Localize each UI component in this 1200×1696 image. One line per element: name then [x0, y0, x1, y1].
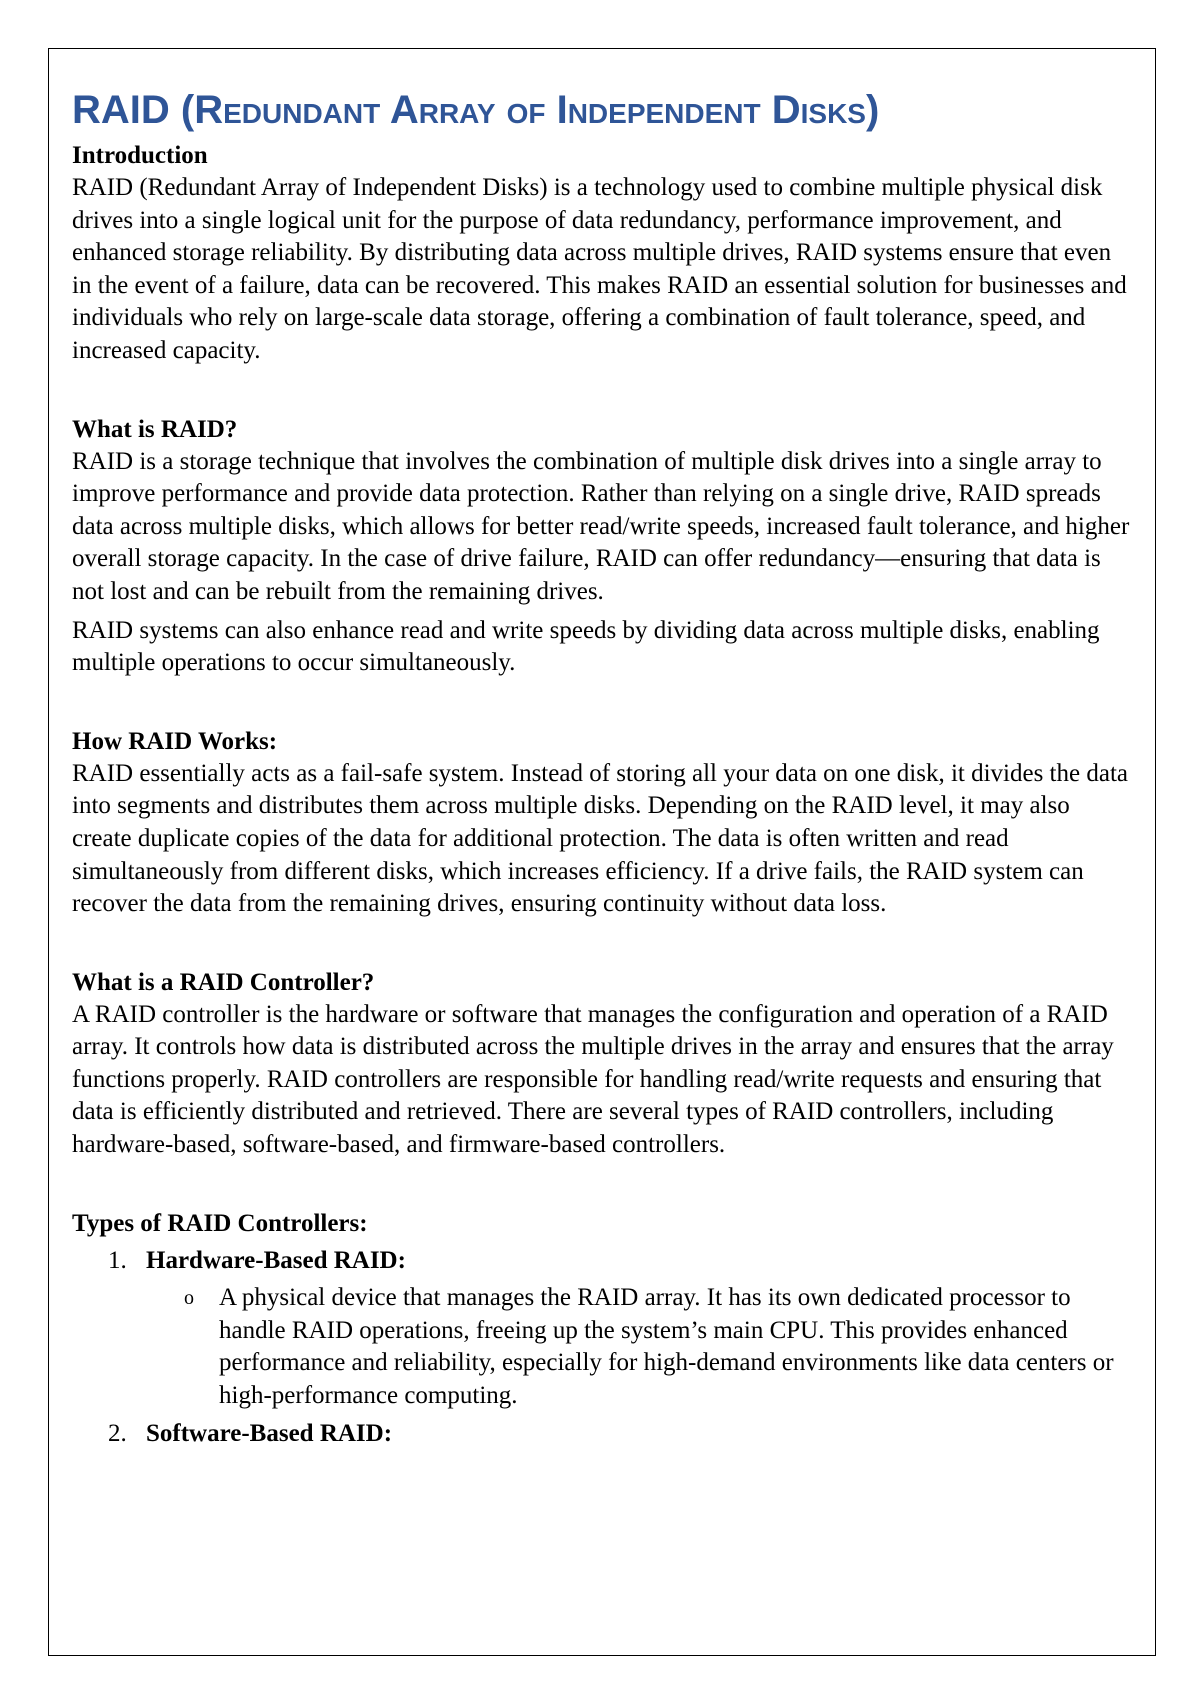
what-is-raid-heading: What is RAID? — [72, 415, 238, 443]
raid-controller-paragraph: A RAID controller is the hardware or software that manages the configuration and operation of a RAID array. It controls how data is distributed across the multiple drives in the array and ensures that the array functions properly. RAID controllers are responsible for handling read/write requests and ensuring that data is efficiently distributed and retrieved. There are several types of RAID controllers, including hardware-based, software-based, and firmware-based controllers. — [72, 1000, 1114, 1159]
list-item-label: Software-Based RAID: — [146, 1419, 393, 1447]
title-trail: ) — [865, 88, 880, 132]
sub-list-item-hardware-description — [72, 1282, 1134, 1412]
section-spacer — [72, 1168, 1134, 1208]
raid-controller-heading: What is a RAID Controller? — [72, 968, 375, 996]
section-spacer — [72, 686, 1134, 726]
list-number: 2. — [108, 1419, 127, 1447]
list-item-software-raid — [72, 1418, 1134, 1451]
list-item-hardware-raid — [72, 1245, 1134, 1278]
types-of-controllers-heading: Types of RAID Controllers: — [72, 1209, 368, 1237]
document-title — [72, 86, 1134, 134]
title-lead: RAID ( — [72, 88, 195, 132]
bullet-circle-icon: o — [184, 1287, 194, 1310]
document-body — [72, 86, 1134, 1455]
sub-list-item-text: A physical device that manages the RAID array. It has its own dedicated processor to handle RAID operations, freeing up the system’s main CPU. This provides enhanced performance and reliability, especially for high-demand environments like data centers or high-performance computing. — [219, 1284, 1114, 1410]
list-number: 1. — [108, 1246, 127, 1274]
introduction-heading: Introduction — [72, 142, 208, 169]
list-item-label: Hardware-Based RAID: — [146, 1246, 406, 1274]
what-is-raid-paragraph-2: RAID systems can also enhance read and write speeds by dividing data across multiple disks, enabling multiple operations to occur simultaneously. — [72, 616, 1100, 677]
introduction-paragraph: RAID (Redundant Array of Independent Disks) is a technology used to combine multiple physical disk drives into a single logical unit for the purpose of data redundancy, performance improvement, and enhanced storage reliability. By distributing data across multiple drives, RAID systems ensure that even in the event of a failure, data can be recovered. This makes RAID an essential solution for businesses and individuals who rely on large-scale data storage, offering a combination of fault tolerance, speed, and increased capacity. — [72, 174, 1127, 364]
section-spacer — [72, 927, 1134, 967]
title-smallcaps: Redundant Array of Independent Disks — [194, 88, 866, 132]
how-raid-works-heading: How RAID Works: — [72, 727, 278, 755]
section-spacer — [72, 374, 1134, 414]
what-is-raid-paragraph-1: RAID is a storage technique that involves the combination of multiple disk drives into a single array to improve performance and provide data protection. Rather than relying on a single drive, RAID spreads data across multiple disks, which allows for better read/write speeds, increased fault tolerance, and higher overall storage capacity. In the case of drive failure, RAID can offer redundancy—ensuring that data is not lost and can be rebuilt from the remaining drives. — [72, 447, 1130, 605]
how-raid-works-paragraph: RAID essentially acts as a fail-safe system. Instead of storing all your data on one disk, it divides the data into segments and distributes them across multiple disks. Depending on the RAID level, it may also create duplicate copies of the data for additional protection. The data is often written and read simultaneously from different disks, which increases efficiency. If a drive fails, the RAID system can recover the data from the remaining drives, ensuring continuity without data loss. — [72, 759, 1128, 918]
